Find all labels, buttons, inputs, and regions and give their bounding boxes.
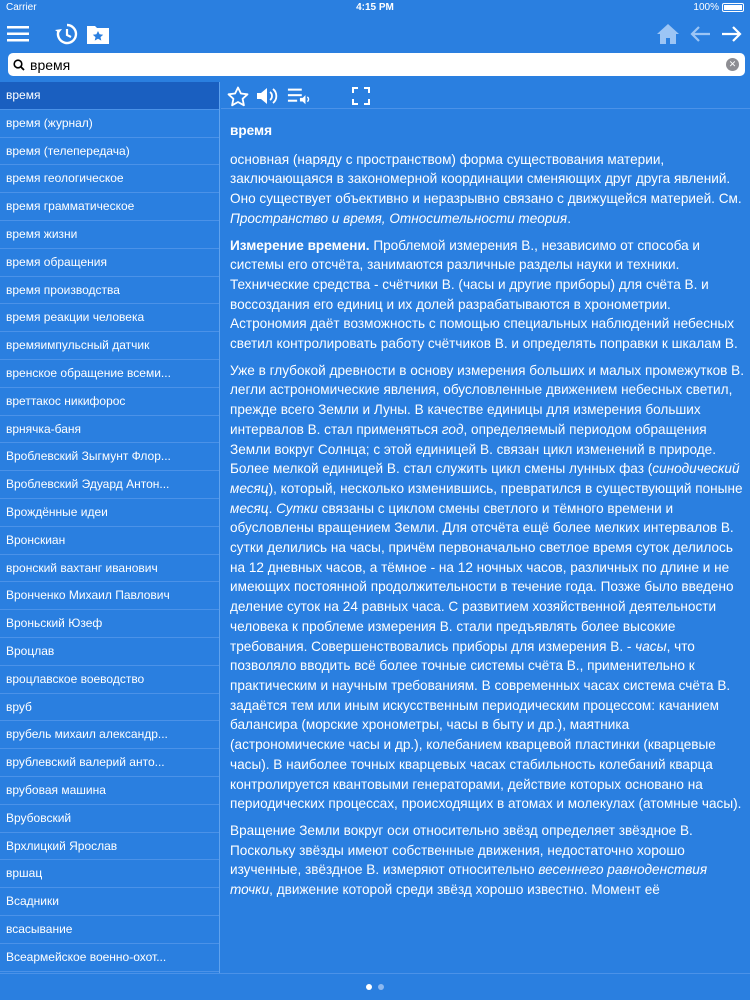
- list-item[interactable]: врублевский валерий анто...: [0, 749, 219, 777]
- speaker-icon[interactable]: [255, 84, 279, 108]
- cross-reference-link[interactable]: Сутки: [276, 500, 318, 516]
- list-item[interactable]: время геологическое: [0, 165, 219, 193]
- word-list: [0, 82, 220, 973]
- list-item[interactable]: времяимпульсный датчик: [0, 332, 219, 360]
- list-item[interactable]: Вроблевский Эдуард Антон...: [0, 471, 219, 499]
- search-icon: [13, 58, 25, 76]
- article-content: [221, 110, 750, 973]
- list-item[interactable]: врнячка-баня: [0, 416, 219, 444]
- menu-icon[interactable]: [4, 20, 32, 48]
- list-item[interactable]: время реакции человека: [0, 304, 219, 332]
- list-item[interactable]: Врубовский: [0, 805, 219, 833]
- article-paragraph: Измерение времени. Проблемой измерения В., независимо от способа и системы его отсчёта, занимаются различные разделы науки и техники. Технические средства - счётчики В. (часы и другие приборы) для счёта В. и воссоздания его единиц и их долей разрабатываются в хронометрии. Астрономия даёт возможность с помощью специальных наблюдений небесных светил контролировать работу счётчиков В. и определять поправки к шкалам В.: [230, 237, 738, 352]
- list-item[interactable]: время производства: [0, 277, 219, 305]
- list-item[interactable]: Вроблевский Зыгмунт Флор...: [0, 443, 219, 471]
- speech-list-icon[interactable]: [287, 84, 311, 108]
- list-item[interactable]: Врхлицкий Ярослав: [0, 833, 219, 861]
- page-dot-active[interactable]: [366, 984, 372, 990]
- list-item[interactable]: время жизни: [0, 221, 219, 249]
- history-icon[interactable]: [52, 20, 80, 48]
- battery-icon: [722, 3, 744, 12]
- list-item[interactable]: вруб: [0, 694, 219, 722]
- list-item[interactable]: время (журнал): [0, 110, 219, 138]
- page-dot[interactable]: [378, 984, 384, 990]
- cross-reference-link[interactable]: синодический месяц: [230, 461, 740, 496]
- article-toolbar: [221, 82, 750, 109]
- cross-reference-link[interactable]: часы: [635, 638, 667, 654]
- cross-reference-link[interactable]: весеннего равноденствия точки: [230, 862, 708, 898]
- list-item[interactable]: время обращения: [0, 249, 219, 277]
- list-item[interactable]: Вроньский Юзеф: [0, 610, 219, 638]
- list-item[interactable]: вреттакос никифорос: [0, 388, 219, 416]
- list-item[interactable]: врубовая машина: [0, 777, 219, 805]
- list-item[interactable]: Всадники: [0, 888, 219, 916]
- battery-percent: 100%: [693, 2, 719, 13]
- page-dots: [0, 984, 750, 990]
- list-item[interactable]: вренское обращение всеми...: [0, 360, 219, 388]
- battery-indicator: [693, 2, 744, 13]
- article-paragraph: Вращение Земли вокруг оси относительно звёзд определяет звёздное В. Поскольку звёзды имеют собственные движения, недостаточно хорошо изученные, звёздное В. измеряют относительно весеннего равноденствия точки, движение которой среди звёзд хорошо известно. Момент её: [230, 822, 708, 898]
- list-item[interactable]: вршац: [0, 860, 219, 888]
- cross-reference-link[interactable]: Пространство и время, Относительности теория: [230, 210, 568, 226]
- list-item[interactable]: Всеармейское военно-охот...: [0, 944, 219, 972]
- fullscreen-icon[interactable]: [349, 84, 373, 108]
- favorites-folder-icon[interactable]: [84, 20, 112, 48]
- cross-reference-link[interactable]: месяц: [230, 500, 269, 516]
- search-input[interactable]: [30, 55, 720, 74]
- clock: 4:15 PM: [356, 2, 394, 13]
- star-icon[interactable]: [226, 84, 250, 108]
- list-item[interactable]: всасывание: [0, 916, 219, 944]
- home-icon[interactable]: [654, 20, 682, 48]
- carrier-label: Carrier: [6, 2, 37, 13]
- list-item[interactable]: Вроцлав: [0, 638, 219, 666]
- list-item[interactable]: Вронченко Михаил Павлович: [0, 582, 219, 610]
- list-item[interactable]: Вронскиан: [0, 527, 219, 555]
- forward-arrow-icon[interactable]: [718, 20, 746, 48]
- list-item[interactable]: вроцлавское воеводство: [0, 666, 219, 694]
- cross-reference-link[interactable]: год: [441, 421, 464, 437]
- list-item[interactable]: вронский вахтанг иванович: [0, 555, 219, 583]
- list-item[interactable]: время: [0, 82, 219, 110]
- section-heading: Измерение времени.: [230, 237, 370, 253]
- list-item[interactable]: время грамматическое: [0, 193, 219, 221]
- status-bar: [0, 0, 750, 16]
- page-indicator-bar: [0, 973, 750, 1000]
- search-bar[interactable]: [8, 53, 745, 76]
- back-arrow-icon[interactable]: [686, 20, 714, 48]
- article-paragraph: основная (наряду с пространством) форма существования материи, заключающаяся в закономерной координации сменяющих друг друга явлений. Оно существует объективно и неразрывно связано с движущейся материей. См. Пространство и время, Относительности теория.: [230, 151, 742, 226]
- list-item[interactable]: врубель михаил александр...: [0, 721, 219, 749]
- article-title: время: [230, 123, 273, 138]
- list-item[interactable]: время (телепередача): [0, 138, 219, 166]
- top-toolbar: [0, 16, 750, 52]
- clear-search-icon[interactable]: ✕: [726, 58, 739, 71]
- article-paragraph: Уже в глубокой древности в основу измерения больших и малых промежутков В. легли астрономические явления, обусловленные движением небесных светил, прежде всего Земли и Луны. В качестве единицы для измерения больших интервалов В. стал применяться год, определяемый периодом обращения Земли вокруг Солнца; с этой единицей В. связан цикл изменений в природе. Более мелкой единицей В. стал служить цикл смены лунных фаз (синодический месяц), который, несколько изменившись, превратился в существующий поныне месяц. Сутки связаны с циклом смены светлого и тёмного времени и обусловлены вращением Земли. Для отсчёта ещё более мелких интервалов В. сутки делились на часы, причём первоначально светлое время суток делилось на 12 дневных часов, а тёмное - на 12 ночных часов, различных по длине и не имеющих постоянной продолжительности в течение года. Позже было введено деление суток на 24 равных часа. С развитием хозяйственной деятельности человека к проблеме измерения В. стали предъявлять более высокие требования. Совершенствовались приборы для измерения В. - часы, что позволяло вводить всё более точные системы счёта В., применительно к практическим и научным требованиям. В современных часах система счёта В. задаётся тем или иным искусственным периодическим процессом: качанием балансира (морские хронометры, часы в быту и др.), маятника (астрономические часы и др.), колебанием кварцевой пластинки (кварцевые часы). В наиболее точных кварцевых часах стабильность колебаний кварца контролируется квантовыми генераторами, действие которых основано на периодических процессах, происходящих в атомах и молекулах (атомные часы).: [230, 362, 744, 812]
- list-item[interactable]: Врождённые идеи: [0, 499, 219, 527]
